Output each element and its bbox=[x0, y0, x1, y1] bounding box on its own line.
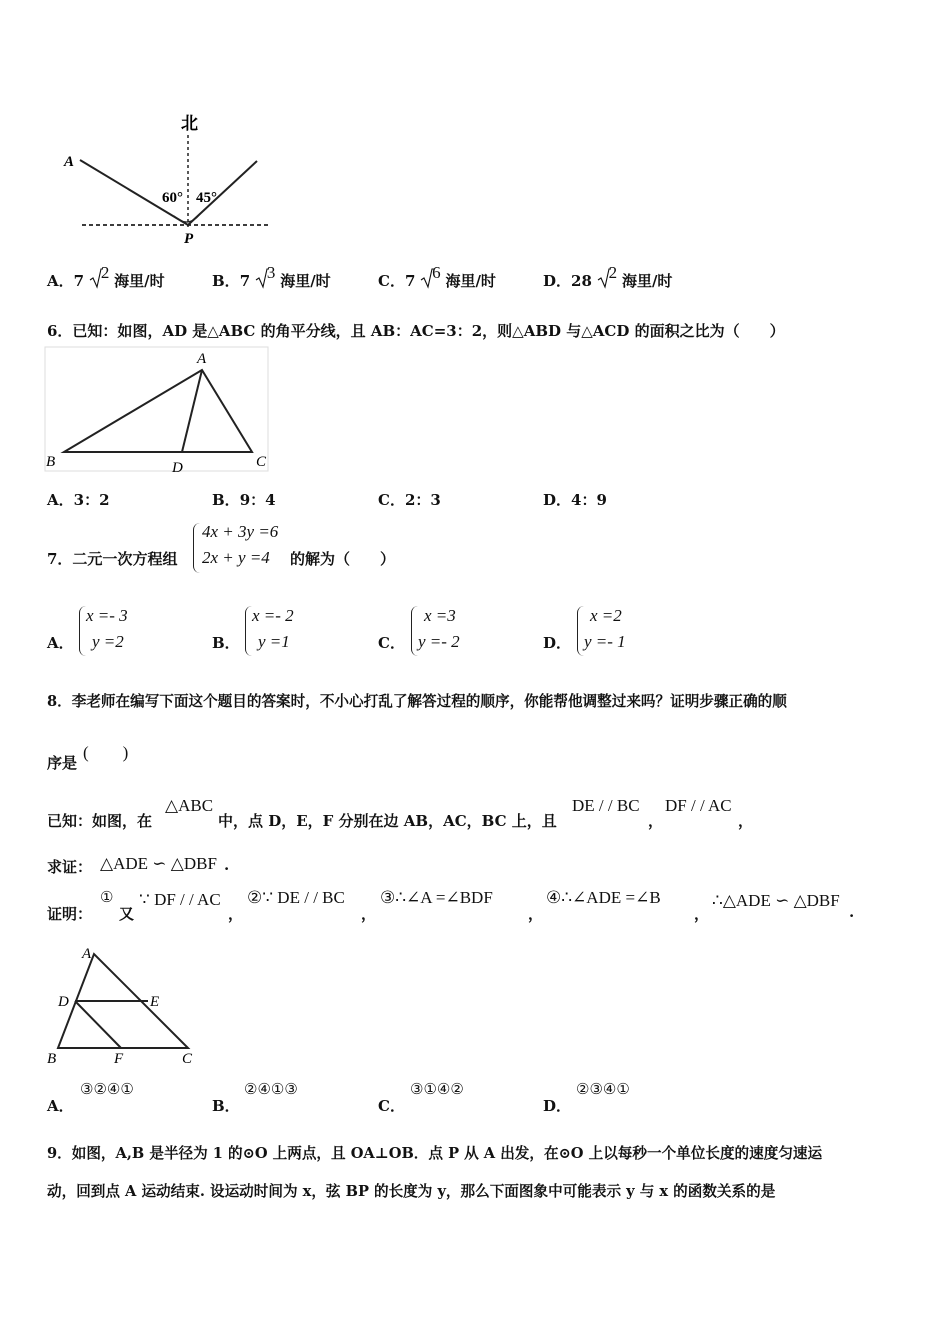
option-unit: 海里/时 bbox=[621, 272, 673, 290]
option-coef: 28 bbox=[571, 272, 592, 290]
q6-option-c[interactable] bbox=[378, 489, 441, 510]
q8-option-b-text[interactable]: ②④①③ bbox=[244, 1082, 298, 1098]
q9-line1: 9．如图，A,B 是半径为 1 的⊙O 上两点，且 OA⊥OB．点 P 从 A 出发，在⊙O 上以每秒一个单位长度的速度匀速运 bbox=[47, 1145, 823, 1162]
q8-given-triangle: △ABC bbox=[165, 796, 214, 815]
q8-option-d-letter[interactable]: D． bbox=[543, 1097, 572, 1115]
q8-prove-period: . bbox=[224, 856, 230, 874]
q8-option-c-letter[interactable]: C． bbox=[378, 1097, 405, 1115]
q8-step1-you: 又 bbox=[119, 905, 135, 923]
option-brace bbox=[245, 606, 252, 656]
option-text: 2：3 bbox=[404, 491, 441, 509]
option-coef: 7 bbox=[239, 272, 251, 290]
option-brace bbox=[79, 606, 86, 656]
q8-comma-2: ， bbox=[738, 812, 754, 830]
label-a: A bbox=[197, 351, 207, 367]
label-a: A bbox=[82, 946, 92, 962]
q7-option-d[interactable] bbox=[584, 603, 626, 655]
q8-step5: ∴△ADE ∽ △DBF bbox=[712, 891, 840, 910]
system-brace bbox=[193, 523, 200, 573]
option-radicand: 2 bbox=[608, 263, 618, 282]
label-45: 45° bbox=[196, 190, 217, 206]
q8-step3: ③∴∠A =∠BDF bbox=[380, 888, 493, 907]
q8-step5-period: . bbox=[849, 903, 855, 921]
triangle-abc bbox=[64, 370, 252, 452]
option-letter: B． bbox=[212, 491, 240, 509]
segment-ad bbox=[182, 370, 202, 452]
q7-option-d-letter[interactable]: D． bbox=[543, 634, 572, 652]
q8-step1-math: ∵ DF / / AC bbox=[139, 890, 221, 909]
q5-option-a[interactable] bbox=[47, 263, 165, 291]
option-letter: B． bbox=[212, 272, 240, 290]
label-d: D bbox=[58, 994, 69, 1010]
q8-comma-s1: ， bbox=[228, 905, 244, 923]
q8-step2: ②∵ DE / / BC bbox=[247, 888, 345, 907]
option-coef: 7 bbox=[404, 272, 416, 290]
option-letter: A． bbox=[47, 491, 74, 509]
q7-option-b-letter[interactable]: B． bbox=[212, 634, 240, 652]
option-letter: C． bbox=[378, 272, 405, 290]
option-letter: A． bbox=[47, 272, 74, 290]
q8-figure bbox=[44, 940, 204, 1070]
label-e: E bbox=[150, 994, 160, 1010]
q8-comma-s4: ， bbox=[694, 905, 710, 923]
q8-stem-line2: 序是 bbox=[47, 754, 78, 772]
q5-figure bbox=[60, 105, 290, 250]
q7-suffix: 的解为（ ） bbox=[290, 550, 396, 568]
q6-option-a[interactable] bbox=[47, 489, 110, 510]
option-text: 9：4 bbox=[239, 491, 276, 509]
q7-system bbox=[202, 519, 278, 571]
q8-option-a-text[interactable]: ③②④① bbox=[80, 1082, 134, 1098]
option-coef: 7 bbox=[73, 272, 85, 290]
q8-step4: ④∴∠ADE =∠B bbox=[546, 888, 661, 907]
label-north: 北 bbox=[181, 114, 198, 134]
q8-option-d-text[interactable]: ②③④① bbox=[576, 1082, 630, 1098]
q6-stem: 6．已知：如图，AD 是△ABC 的角平分线，且 AB：AC=3：2，则△ABD 与△ACD 的面积之比为（ ） bbox=[47, 322, 785, 340]
q8-answer-paren: ( ) bbox=[83, 743, 129, 762]
equation-2: 2x + y =4 bbox=[202, 548, 270, 567]
q8-comma-s2: ， bbox=[361, 905, 377, 923]
option-line-1: x =3 bbox=[424, 606, 456, 625]
q8-given-parallel-2: DF / / AC bbox=[665, 796, 732, 815]
option-line-2: y =- 1 bbox=[584, 632, 626, 651]
q5-option-d[interactable] bbox=[543, 263, 672, 291]
q6-figure bbox=[44, 346, 274, 476]
q7-option-b[interactable] bbox=[252, 603, 294, 655]
label-c: C bbox=[182, 1051, 193, 1067]
q8-comma-s3: ， bbox=[528, 905, 544, 923]
option-line-1: x =- 3 bbox=[86, 606, 128, 625]
q8-prove-label: 求证： bbox=[47, 858, 93, 876]
q8-step1-num: ① bbox=[100, 890, 114, 906]
q5-option-c[interactable] bbox=[378, 263, 496, 291]
option-unit: 海里/时 bbox=[114, 272, 165, 290]
segment-df bbox=[75, 1001, 121, 1048]
q8-stem-line1: 8．李老师在编写下面这个题目的答案时，不小心打乱了解答过程的顺序，你能帮他调整过来吗？证明步骤正确的顺 bbox=[47, 693, 787, 710]
option-brace bbox=[577, 606, 584, 656]
option-line-1: x =2 bbox=[590, 606, 622, 625]
q7-option-a[interactable] bbox=[86, 603, 128, 655]
option-line-2: y =1 bbox=[258, 632, 290, 651]
option-radicand: 6 bbox=[432, 263, 441, 282]
option-brace bbox=[411, 606, 418, 656]
option-radicand: 3 bbox=[266, 263, 276, 282]
q8-given-prefix: 已知：如图，在 bbox=[47, 812, 153, 830]
label-f: F bbox=[114, 1051, 124, 1067]
q6-option-d[interactable] bbox=[543, 489, 607, 510]
label-p: P bbox=[184, 231, 194, 247]
label-60: 60° bbox=[162, 190, 183, 206]
q8-proof-label: 证明： bbox=[47, 905, 93, 923]
q8-option-a-letter[interactable]: A． bbox=[47, 1097, 74, 1115]
label-b: B bbox=[47, 1051, 57, 1067]
option-unit: 海里/时 bbox=[280, 272, 331, 290]
option-text: 3：2 bbox=[73, 491, 110, 509]
option-unit: 海里/时 bbox=[445, 272, 496, 290]
q8-option-c-text[interactable]: ③①④② bbox=[410, 1082, 464, 1098]
q6-option-b[interactable] bbox=[212, 489, 276, 510]
q8-given-mid: 中，点 D，E，F 分别在边 AB，AC，BC 上，且 bbox=[218, 812, 557, 830]
q8-given-parallel-1: DE / / BC bbox=[572, 796, 640, 815]
label-d: D bbox=[172, 460, 183, 476]
q7-option-c-letter[interactable]: C． bbox=[378, 634, 405, 652]
q7-prefix: 7．二元一次方程组 bbox=[47, 550, 178, 568]
option-letter: D． bbox=[543, 272, 572, 290]
option-line-1: x =- 2 bbox=[252, 606, 294, 625]
q5-option-b[interactable] bbox=[212, 263, 331, 291]
q8-option-b-letter[interactable]: B． bbox=[212, 1097, 240, 1115]
option-letter: D． bbox=[543, 491, 572, 509]
q9-line2: 动，回到点 A 运动结束. 设运动时间为 x，弦 BP 的长度为 y，那么下面图象中可能表示 y 与 x 的函数关系的是 bbox=[47, 1183, 776, 1200]
option-line-2: y =- 2 bbox=[418, 632, 460, 651]
label-b: B bbox=[46, 454, 56, 470]
q8-comma-1: ， bbox=[648, 812, 664, 830]
label-a: A bbox=[64, 154, 75, 170]
label-c: C bbox=[256, 454, 267, 470]
equation-1: 4x + 3y =6 bbox=[202, 522, 279, 541]
option-text: 4：9 bbox=[571, 491, 607, 509]
q7-option-c[interactable] bbox=[418, 603, 460, 655]
option-line-2: y =2 bbox=[92, 632, 124, 651]
option-radicand: 2 bbox=[100, 263, 110, 282]
option-letter: C． bbox=[378, 491, 405, 509]
q7-option-a-letter[interactable]: A． bbox=[47, 634, 74, 652]
q8-prove-math: △ADE ∽ △DBF bbox=[100, 854, 217, 873]
